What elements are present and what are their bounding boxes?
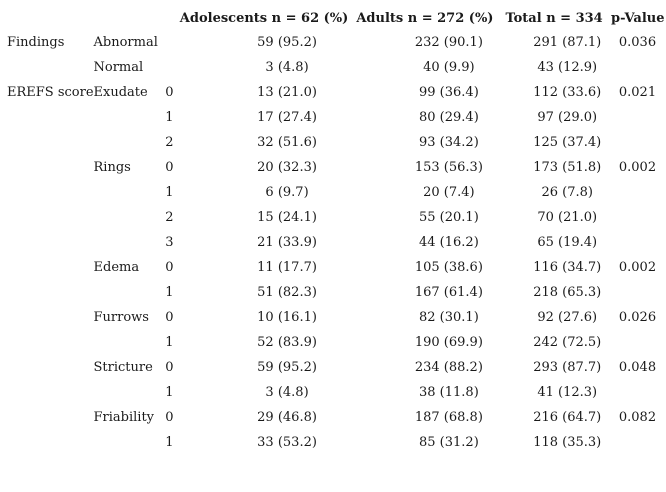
cell-pvalue	[609, 205, 666, 230]
row-feature-label: Edema	[93, 260, 140, 275]
cell-total: 65 (19.4)	[537, 235, 598, 250]
cell-adults: 232 (90.1)	[414, 35, 483, 50]
row-group-label	[0, 55, 94, 80]
row-grade: 0	[165, 160, 174, 175]
header-row	[0, 6, 666, 30]
row-feature-label: Rings	[93, 160, 131, 175]
row-feature-label	[94, 230, 166, 255]
cell-pvalue	[609, 380, 666, 405]
cell-adults: 153 (56.3)	[414, 160, 483, 175]
cell-pvalue: 0.048	[618, 360, 657, 375]
row-group-label	[0, 430, 94, 455]
row-group-label	[0, 205, 94, 230]
row-group-label	[0, 180, 94, 205]
row-grade	[165, 30, 180, 55]
row-feature-label	[94, 205, 166, 230]
cell-adults: 187 (68.8)	[414, 410, 483, 425]
cell-pvalue	[609, 230, 666, 255]
row-group-label	[0, 230, 94, 255]
cell-total: 293 (87.7)	[533, 360, 602, 375]
cell-total: 97 (29.0)	[537, 110, 598, 125]
table-row	[0, 105, 666, 130]
cell-adults: 44 (16.2)	[419, 235, 479, 250]
cell-adults: 99 (36.4)	[419, 85, 479, 100]
row-group-label: EREFS score	[7, 85, 94, 100]
cell-adults: 20 (7.4)	[423, 185, 475, 200]
cell-total: 216 (64.7)	[533, 410, 602, 425]
table-row	[0, 80, 666, 105]
table-row	[0, 430, 666, 455]
cell-total: 118 (35.3)	[533, 435, 602, 450]
row-feature-label	[94, 380, 166, 405]
row-grade: 1	[165, 110, 174, 125]
table-body	[0, 30, 666, 455]
cell-pvalue: 0.002	[618, 260, 657, 275]
cell-adolescents: 51 (82.3)	[257, 285, 317, 300]
row-feature-label: Abnormal	[93, 35, 158, 50]
cell-total: 41 (12.3)	[537, 385, 598, 400]
row-grade: 1	[165, 435, 174, 450]
cell-total: 218 (65.3)	[533, 285, 602, 300]
row-group-label	[0, 105, 94, 130]
row-feature-label: Normal	[93, 60, 144, 75]
row-feature-label: Stricture	[93, 360, 153, 375]
header-adults: Adults n = 272 (%)	[356, 10, 494, 26]
cell-adolescents: 17 (27.4)	[257, 110, 317, 125]
table-row	[0, 55, 666, 80]
row-feature-label	[94, 180, 166, 205]
table-row	[0, 155, 666, 180]
row-grade: 1	[165, 385, 174, 400]
table-row	[0, 280, 666, 305]
header-adolescents: Adolescents n = 62 (%)	[179, 10, 349, 26]
cell-adolescents: 21 (33.9)	[257, 235, 317, 250]
cell-adults: 80 (29.4)	[419, 110, 479, 125]
cell-adolescents: 3 (4.8)	[265, 60, 309, 75]
row-group-label	[0, 155, 94, 180]
cell-pvalue	[609, 430, 666, 455]
cell-pvalue: 0.036	[618, 35, 657, 50]
cell-adolescents: 13 (21.0)	[257, 85, 317, 100]
cell-adults: 93 (34.2)	[419, 135, 479, 150]
row-grade: 3	[165, 235, 174, 250]
row-feature-label	[94, 105, 166, 130]
cell-adults: 82 (30.1)	[419, 310, 479, 325]
row-feature-label: Exudate	[93, 85, 148, 100]
table-row	[0, 255, 666, 280]
row-group-label	[0, 380, 94, 405]
row-grade: 0	[165, 85, 174, 100]
header-group	[0, 6, 94, 30]
cell-pvalue	[609, 280, 666, 305]
cell-adolescents: 59 (95.2)	[257, 35, 317, 50]
cell-total: 125 (37.4)	[533, 135, 602, 150]
cell-pvalue: 0.082	[618, 410, 657, 425]
cell-pvalue	[609, 330, 666, 355]
table-row	[0, 180, 666, 205]
cell-total: 112 (33.6)	[533, 85, 602, 100]
row-grade: 1	[165, 185, 174, 200]
header-pvalue: p-Value	[610, 10, 665, 26]
header-total: Total n = 334	[505, 10, 603, 26]
cell-adolescents: 15 (24.1)	[257, 210, 317, 225]
table-row	[0, 355, 666, 380]
row-grade: 0	[165, 410, 174, 425]
table-row	[0, 205, 666, 230]
cell-adults: 38 (11.8)	[419, 385, 479, 400]
row-feature-label: Friability	[93, 410, 155, 425]
cell-pvalue: 0.002	[618, 160, 657, 175]
header-grade	[165, 6, 180, 30]
row-group-label	[0, 280, 94, 305]
table-row	[0, 130, 666, 155]
cell-adolescents: 20 (32.3)	[257, 160, 317, 175]
table-row	[0, 305, 666, 330]
table-row	[0, 380, 666, 405]
table-row	[0, 230, 666, 255]
row-group-label	[0, 330, 94, 355]
cell-adolescents: 59 (95.2)	[257, 360, 317, 375]
row-feature-label	[94, 430, 166, 455]
cell-adolescents: 10 (16.1)	[257, 310, 317, 325]
cell-total: 70 (21.0)	[537, 210, 598, 225]
row-grade: 1	[165, 335, 174, 350]
row-group-label	[0, 355, 94, 380]
cell-adolescents: 6 (9.7)	[265, 185, 309, 200]
row-feature-label	[94, 280, 166, 305]
cell-adolescents: 29 (46.8)	[257, 410, 317, 425]
cell-total: 43 (12.9)	[537, 60, 598, 75]
cell-pvalue	[609, 130, 666, 155]
row-grade: 0	[165, 310, 174, 325]
cell-pvalue: 0.026	[618, 310, 657, 325]
cell-adolescents: 11 (17.7)	[257, 260, 317, 275]
cell-adults: 55 (20.1)	[419, 210, 479, 225]
cell-pvalue: 0.021	[618, 85, 657, 100]
row-grade: 2	[165, 210, 174, 225]
cell-total: 291 (87.1)	[533, 35, 602, 50]
cell-adolescents: 33 (53.2)	[257, 435, 317, 450]
cell-adolescents: 52 (83.9)	[257, 335, 317, 350]
results-table	[0, 6, 666, 455]
cell-pvalue	[609, 55, 666, 80]
cell-pvalue	[609, 180, 666, 205]
row-grade: 0	[165, 260, 174, 275]
cell-adolescents: 3 (4.8)	[265, 385, 309, 400]
row-group-label	[0, 305, 94, 330]
cell-total: 116 (34.7)	[533, 260, 602, 275]
table-row	[0, 330, 666, 355]
cell-adults: 105 (38.6)	[414, 260, 483, 275]
row-group-label	[0, 405, 94, 430]
header-feature	[94, 6, 166, 30]
cell-total: 173 (51.8)	[533, 160, 602, 175]
cell-total: 242 (72.5)	[533, 335, 602, 350]
cell-pvalue	[609, 105, 666, 130]
row-grade: 1	[165, 285, 174, 300]
row-group-label	[0, 255, 94, 280]
row-feature-label	[94, 330, 166, 355]
cell-total: 92 (27.6)	[537, 310, 598, 325]
row-group-label	[0, 130, 94, 155]
row-grade: 0	[165, 360, 174, 375]
row-group-label: Findings	[7, 35, 65, 50]
cell-adults: 167 (61.4)	[414, 285, 483, 300]
row-feature-label: Furrows	[93, 310, 149, 325]
row-grade	[165, 55, 180, 80]
cell-total: 26 (7.8)	[541, 185, 593, 200]
row-feature-label	[94, 130, 166, 155]
cell-adults: 190 (69.9)	[414, 335, 483, 350]
cell-adolescents: 32 (51.6)	[257, 135, 317, 150]
row-grade: 2	[165, 135, 174, 150]
cell-adults: 40 (9.9)	[423, 60, 475, 75]
table-row	[0, 405, 666, 430]
cell-adults: 234 (88.2)	[414, 360, 483, 375]
table-row	[0, 30, 666, 55]
cell-adults: 85 (31.2)	[419, 435, 479, 450]
